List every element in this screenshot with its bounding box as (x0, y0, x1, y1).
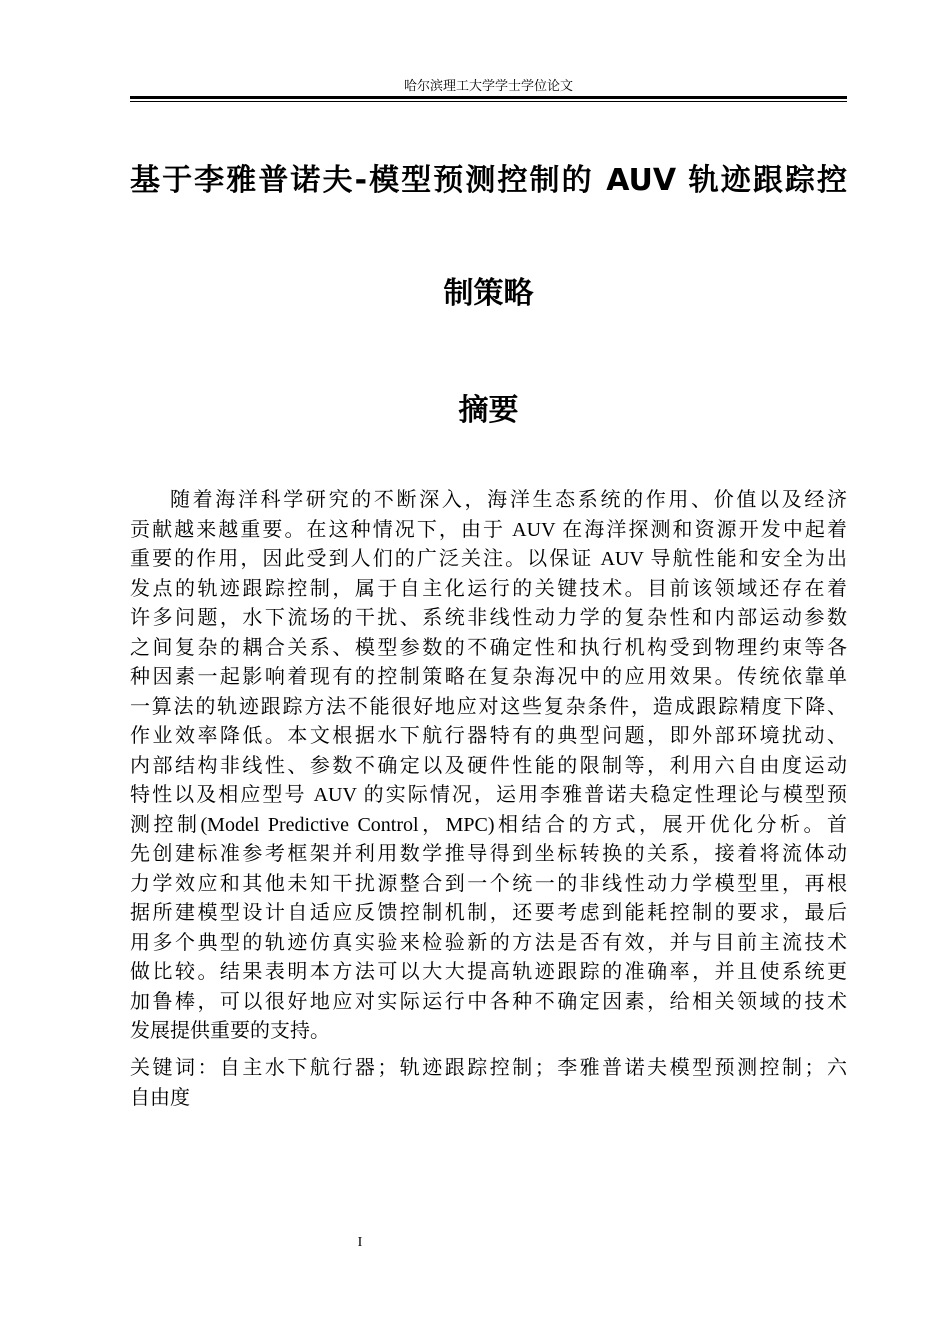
abstract-line: 重要的作用，因此受到人们的广泛关注。以保证 AUV 导航性能和安全为出 (130, 548, 847, 570)
abstract-heading: 摘要 (458, 393, 519, 428)
keywords-line-1: 关键词：自主水下航行器；轨迹跟踪控制；李雅普诺夫模型预测控制；六 (130, 1057, 847, 1079)
abstract-line: 内部结构非线性、参数不确定以及硬件性能的限制等，利用六自由度运动 (130, 754, 847, 777)
header-rule-thin (130, 101, 847, 102)
abstract-line: 发展提供重要的支持。 (130, 1020, 330, 1042)
abstract-line: 贡献越来越重要。在这种情况下，由于 AUV 在海洋探测和资源开发中起着 (130, 518, 847, 541)
keywords (130, 1054, 847, 1113)
abstract-line: 做比较。结果表明本方法可以大大提高轨迹跟踪的准确率，并且使系统更 (130, 961, 847, 983)
abstract-line: 种因素一起影响着现有的控制策略在复杂海况中的应用效果。传统依靠单 (130, 666, 847, 688)
abstract-line: 用多个典型的轨迹仿真实验来检验新的方法是否有效，并与目前主流技术 (130, 931, 847, 954)
keywords-line-2: 自由度 (130, 1086, 190, 1109)
abstract-line: 之间复杂的耦合关系、模型参数的不确定性和执行机构受到物理约束等各 (130, 636, 847, 659)
abstract-line: 测控制(Model Predictive Control，MPC)相结合的方式，展开优化分析。首 (130, 813, 847, 836)
abstract-line: 加鲁棒，可以很好地应对实际运行中各种不确定因素，给相关领域的技术 (130, 990, 847, 1013)
thesis-title-line-2: 制策略 (443, 276, 534, 311)
running-header: 哈尔滨理工大学学士学位论文 (403, 78, 573, 93)
abstract-line: 作业效率降低。本文根据水下航行器特有的典型问题，即外部环境扰动、 (130, 725, 847, 747)
abstract-line: 先创建标准参考框架并利用数学推导得到坐标转换的关系，接着将流体动 (130, 843, 847, 865)
thesis-title-line-1: 基于李雅普诺夫-模型预测控制的 AUV 轨迹跟踪控 (130, 163, 847, 198)
abstract-body (130, 486, 847, 1047)
header-rule-thick (130, 96, 847, 99)
page-number: I (357, 1235, 363, 1250)
abstract-line: 特性以及相应型号 AUV 的实际情况，运用李雅普诺夫稳定性理论与模型预 (130, 784, 847, 806)
abstract-line: 力学效应和其他未知干扰源整合到一个统一的非线性动力学模型里，再根 (130, 872, 847, 895)
abstract-line: 许多问题，水下流场的干扰、系统非线性动力学的复杂性和内部运动参数 (130, 607, 847, 629)
abstract-line: 一算法的轨迹跟踪方法不能很好地应对这些复杂条件，造成跟踪精度下降、 (130, 695, 847, 718)
abstract-line: 发点的轨迹跟踪控制，属于自主化运行的关键技术。目前该领域还存在着 (130, 577, 847, 600)
abstract-line: 据所建模型设计自适应反馈控制机制，还要考虑到能耗控制的要求，最后 (130, 902, 847, 924)
abstract-line: 随着海洋科学研究的不断深入，海洋生态系统的作用、价值以及经济 (170, 489, 847, 511)
